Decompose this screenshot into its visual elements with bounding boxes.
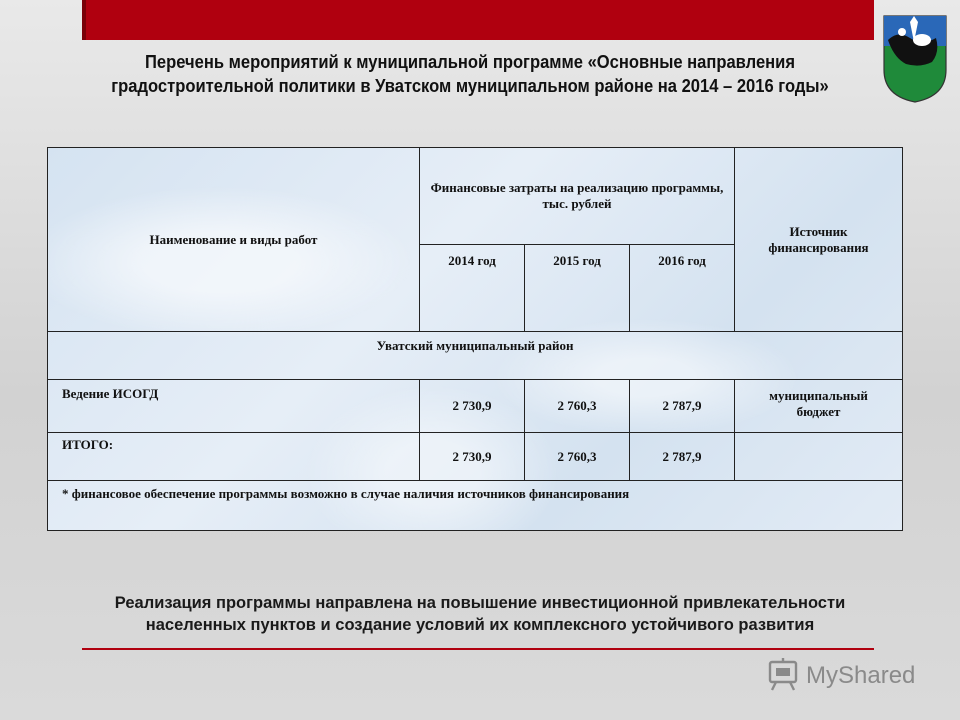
summary-line-2: населенных пунктов и создание условий их комплексного устойчивого развития: [145, 616, 815, 634]
table-row: [48, 380, 903, 433]
value-text: 2 787,9: [662, 398, 702, 413]
coat-of-arms-icon: [880, 12, 950, 104]
value-text: 2 730,9: [452, 398, 492, 413]
value-text: 2 760,3: [557, 448, 597, 464]
value-text: 2 787,9: [662, 448, 702, 464]
header-source-cell: [735, 148, 903, 332]
summary-text: [40, 592, 920, 636]
year-2014: 2014 год: [448, 253, 496, 268]
watermark-text: MyShared: [806, 662, 916, 689]
program-table: [47, 147, 903, 531]
myshared-watermark: [766, 656, 936, 692]
row-value-2014: [420, 380, 525, 433]
section-row: [48, 332, 903, 380]
header-red-bar-edge: [82, 0, 86, 40]
total-name: ИТОГО:: [62, 437, 114, 452]
header-source: Источник финансирования: [768, 223, 869, 255]
year-2014-cell: [420, 245, 525, 332]
total-name-cell: [48, 433, 420, 481]
summary-red-line: [82, 648, 874, 650]
page-title: [74, 50, 865, 98]
title-line-2: градостроительной политики в Уватском муниципальном районе на 2014 – 2016 годы»: [111, 76, 829, 96]
year-2015-cell: [525, 245, 630, 332]
total-source-cell: [735, 433, 903, 481]
row-source: муниципальный бюджет: [769, 388, 868, 419]
title-line-1: Перечень мероприятий к муниципальной программе «Основные направления: [144, 52, 796, 72]
header-costs-cell: [420, 148, 735, 245]
row-value-2015: [525, 380, 630, 433]
value-text: 2 760,3: [557, 398, 597, 413]
total-value-2015: [525, 433, 630, 481]
row-name-cell: [48, 380, 420, 433]
header-red-bar: [82, 0, 874, 40]
header-costs: Финансовые затраты на реализацию программы, тыс. рублей: [430, 180, 724, 211]
table-row: [48, 433, 903, 481]
footnote-row: [48, 481, 903, 531]
header-name-cell: [48, 148, 420, 332]
row-source-cell: [735, 380, 903, 433]
row-name: Ведение ИСОГД: [62, 386, 159, 401]
summary-line-1: Реализация программы направлена на повышение инвестиционной привлекательности: [114, 594, 846, 612]
section-title: Уватский муниципальный район: [376, 338, 574, 353]
total-value-2014: [420, 433, 525, 481]
presentation-icon: [770, 658, 796, 690]
year-2015: 2015 год: [553, 253, 601, 268]
total-value-2016: [630, 433, 735, 481]
value-text: 2 730,9: [452, 448, 492, 464]
header-name: Наименование и виды работ: [149, 231, 318, 247]
year-2016-cell: [630, 245, 735, 332]
row-value-2016: [630, 380, 735, 433]
footnote: * финансовое обеспечение программы возможно в случае наличия источников финансирования: [62, 486, 630, 501]
year-2016: 2016 год: [658, 253, 706, 268]
